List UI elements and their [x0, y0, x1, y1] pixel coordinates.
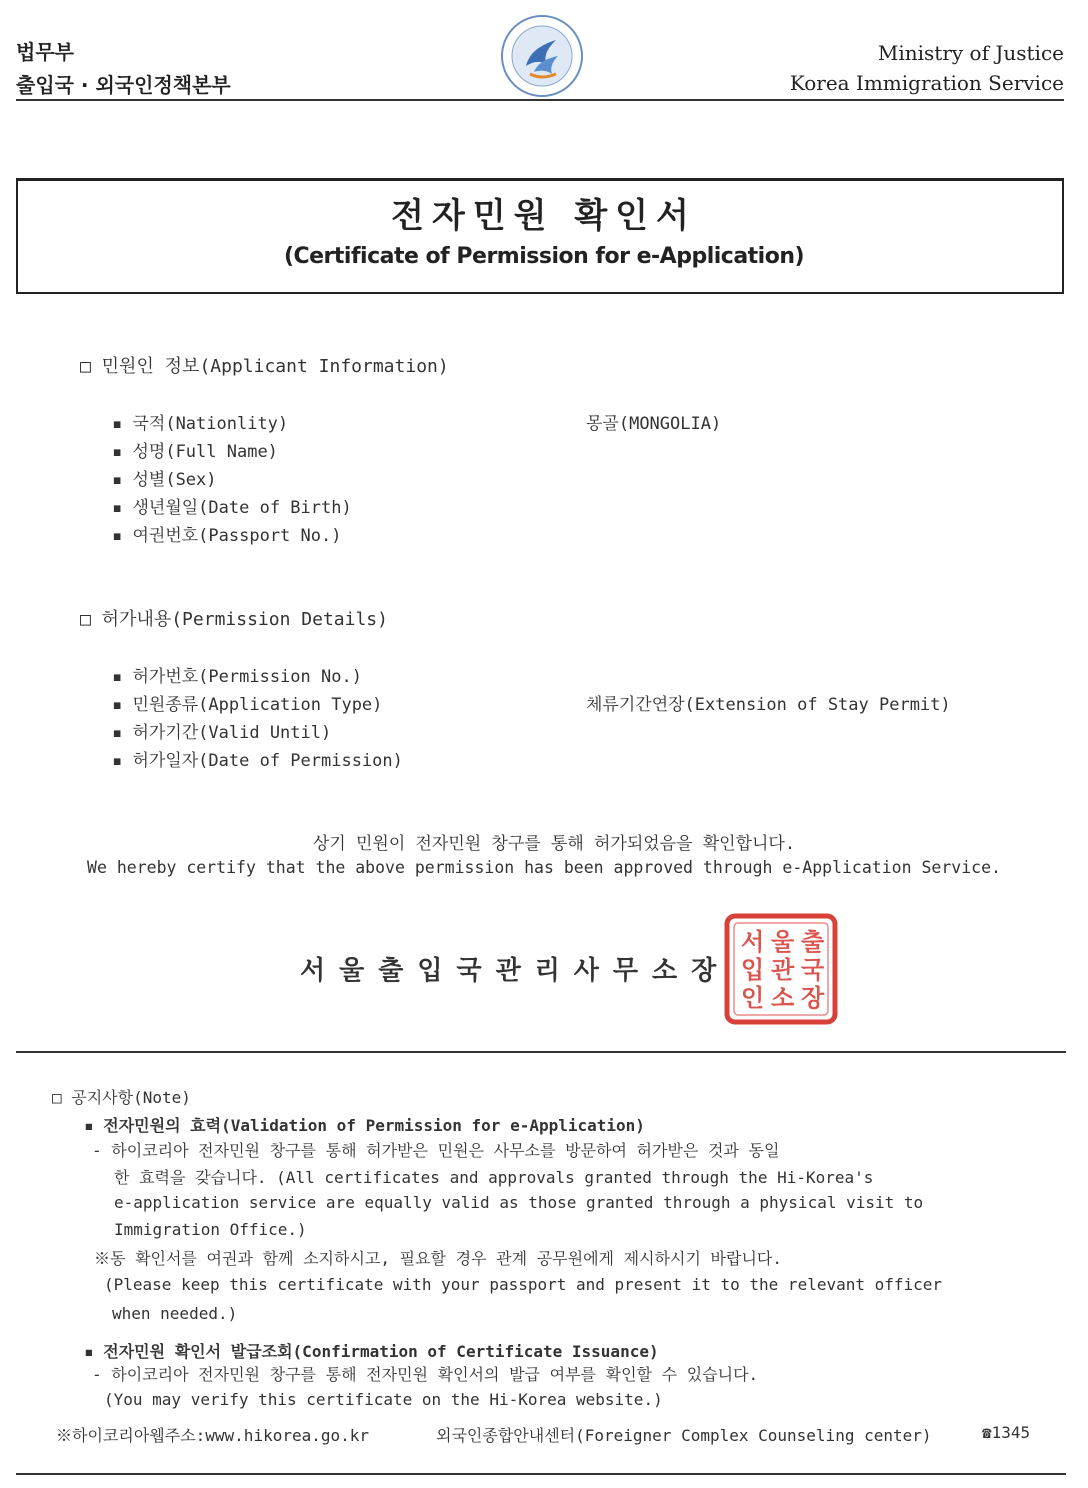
- svg-text:인: 인: [741, 984, 765, 1012]
- confirmation-line-1: - 하이코리아 전자민원 창구를 통해 전자민원 확인서의 발급 여부를 확인할 수 있습니다.: [92, 1365, 759, 1384]
- note-divider: [16, 1051, 1066, 1053]
- hikorea-website: ※하이코리아웹주소:www.hikorea.go.kr: [56, 1426, 370, 1445]
- svg-text:입: 입: [741, 956, 765, 984]
- field-label: ▪ 허가일자(Date of Permission): [112, 751, 403, 771]
- certification-korean: 상기 민원이 전자민원 창구를 통해 허가되었음을 확인합니다.: [312, 834, 796, 854]
- service-english-name: Korea Immigration Service: [790, 68, 1064, 101]
- validation-title: ▪ 전자민원의 효력(Validation of Permission for e-Application): [84, 1116, 645, 1135]
- field-label: ▪ 허가기간(Valid Until): [112, 723, 332, 743]
- field-label: ▪ 성명(Full Name): [112, 442, 278, 462]
- confirmation-line-2: (You may verify this certificate on the Hi-Korea website.): [104, 1390, 663, 1409]
- field-label: ▪ 생년월일(Date of Birth): [112, 498, 352, 518]
- application-type-value: 체류기간연장(Extension of Stay Permit): [586, 695, 951, 715]
- confirmation-title: ▪ 전자민원 확인서 발급조회(Confirmation of Certificate Issuance): [84, 1342, 659, 1361]
- official-seal-stamp: [723, 912, 839, 1026]
- remark-line-1: ※동 확인서를 여권과 함께 소지하시고, 필요할 경우 관계 공무원에게 제시하시기 바랍니다.: [94, 1249, 783, 1268]
- field-label: ▪ 여권번호(Passport No.): [112, 526, 342, 546]
- validation-line-3: e-application service are equally valid as those granted through a physical visit to: [114, 1193, 924, 1212]
- passport-no-label: 여권번호(Passport No.): [132, 526, 342, 546]
- remark-line-2: (Please keep this certificate with your passport and present it to the relevant officer: [104, 1275, 943, 1294]
- svg-text:관: 관: [771, 956, 795, 984]
- sex-label: 성별(Sex): [132, 470, 217, 490]
- nationality-value: 몽골(MONGOLIA): [586, 414, 722, 434]
- bureau-korean-name: 출입국 · 외국인정책본부: [16, 73, 231, 97]
- nationality-label: 국적(Nationlity): [132, 414, 289, 434]
- document-title-korean: 전자민원 확인서: [391, 196, 697, 236]
- field-label: ▪ 허가번호(Permission No.): [112, 667, 362, 687]
- note-heading: □ 공지사항(Note): [52, 1088, 191, 1107]
- validation-line-2: 한 효력을 갖습니다. (All certificates and approvals granted through the Hi-Korea's: [114, 1168, 874, 1187]
- full-name-label: 성명(Full Name): [132, 442, 278, 462]
- phone-number: ☎1345: [982, 1423, 1031, 1442]
- svg-text:장: 장: [801, 984, 825, 1012]
- applicant-info-heading: □ 민원인 정보(Applicant Information): [80, 356, 449, 377]
- date-of-permission-label: 허가일자(Date of Permission): [132, 751, 403, 771]
- validation-line-4: Immigration Office.): [114, 1220, 307, 1239]
- svg-text:울: 울: [771, 928, 795, 956]
- svg-text:국: 국: [801, 956, 825, 984]
- field-label: ▪ 국적(Nationlity): [112, 414, 289, 434]
- ministry-korean-header: [16, 36, 231, 102]
- counseling-center: 외국인종합안내센터(Foreigner Complex Counseling center): [436, 1426, 932, 1445]
- permission-no-label: 허가번호(Permission No.): [132, 667, 362, 687]
- field-label: ▪ 민원종류(Application Type): [112, 695, 383, 715]
- korea-immigration-emblem-icon: [500, 14, 584, 98]
- footer-divider: [16, 1473, 1066, 1475]
- valid-until-label: 허가기간(Valid Until): [132, 723, 332, 743]
- ministry-korean-name: 법무부: [16, 40, 74, 64]
- document-title-english: (Certificate of Permission for e-Application): [283, 244, 805, 269]
- permission-details-heading: □ 허가내용(Permission Details): [80, 609, 388, 630]
- validation-line-1: - 하이코리아 전자민원 창구를 통해 허가받은 민원은 사무소를 방문하여 허가받은 것과 동일: [92, 1141, 780, 1160]
- svg-text:소: 소: [771, 984, 795, 1012]
- remark-line-3: when needed.): [112, 1304, 238, 1323]
- application-type-label: 민원종류(Application Type): [132, 695, 383, 715]
- certification-english: We hereby certify that the above permission has been approved through e-Application Service.: [87, 858, 1001, 877]
- ministry-english-name: Ministry of Justice: [877, 41, 1064, 65]
- issuing-office-name: 서울출입국관리사무소장: [300, 956, 731, 986]
- svg-text:서: 서: [741, 928, 765, 956]
- header-divider: [16, 99, 1064, 101]
- svg-text:출: 출: [801, 928, 825, 956]
- field-label: ▪ 성별(Sex): [112, 470, 217, 490]
- date-of-birth-label: 생년월일(Date of Birth): [132, 498, 352, 518]
- ministry-english-header: [790, 38, 1064, 101]
